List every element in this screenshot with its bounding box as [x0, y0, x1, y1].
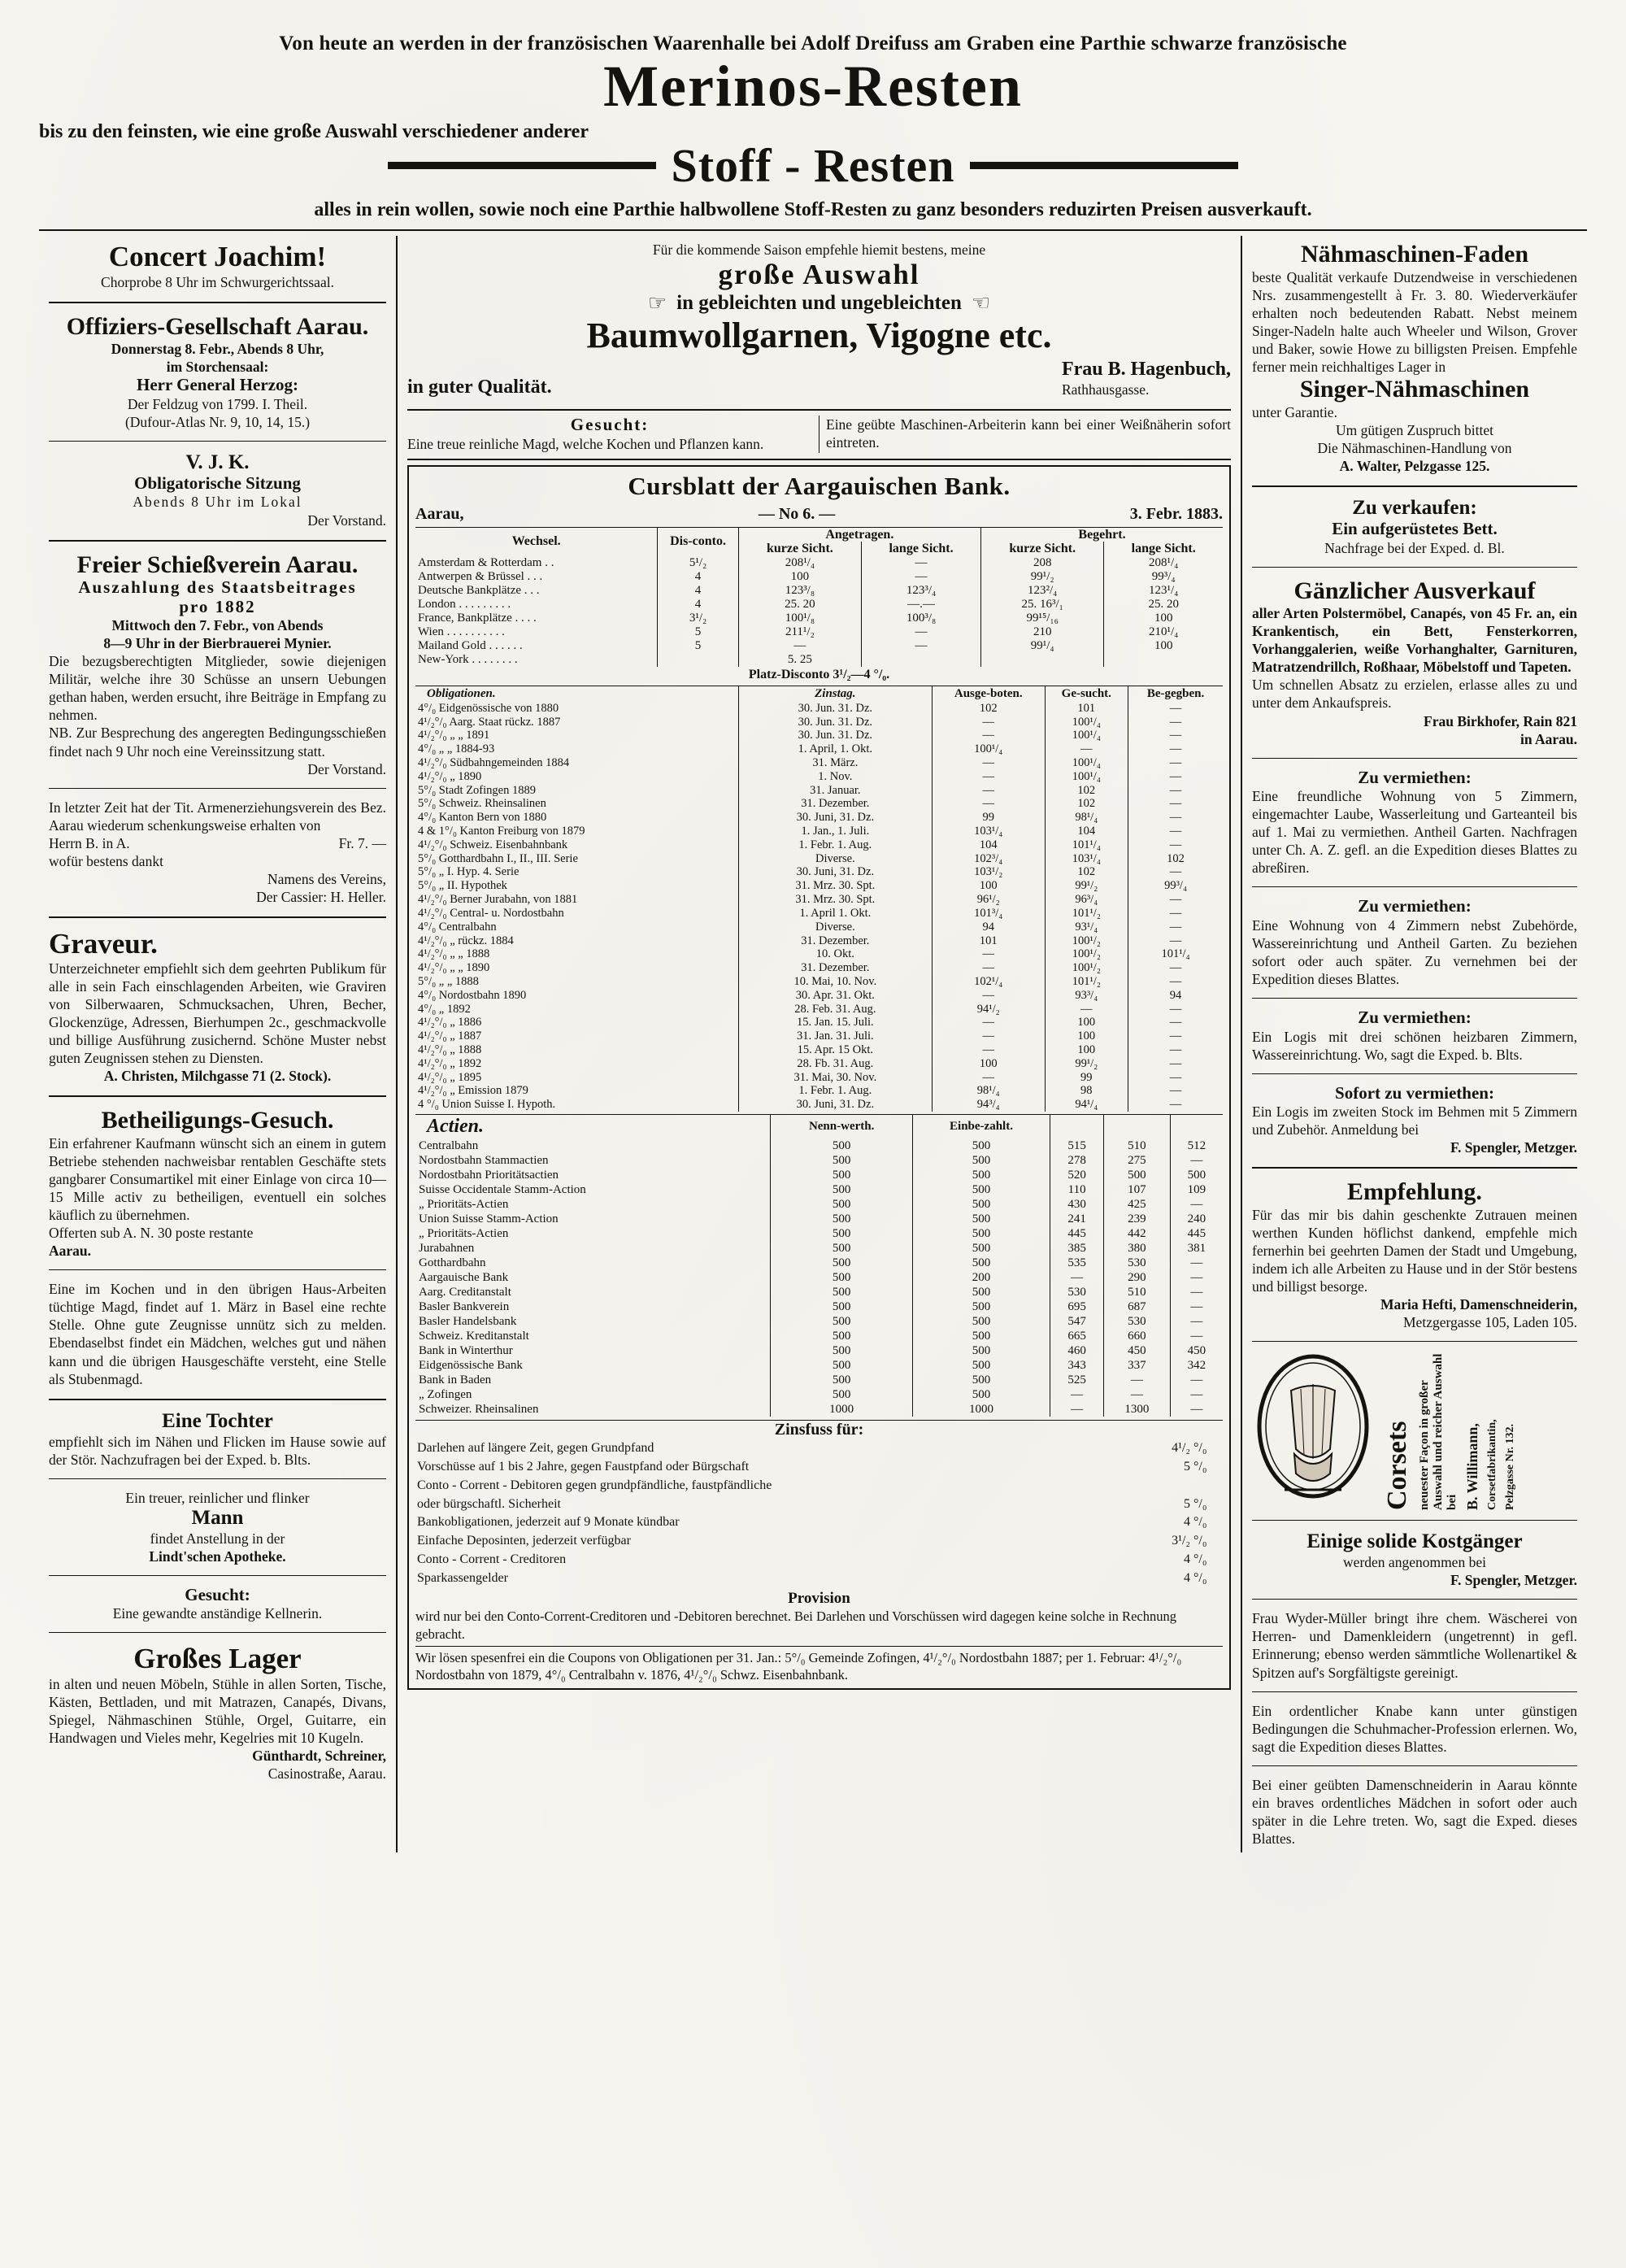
- table-row: 4°/₀ „ „ 1884-93 1. April, 1. Okt. 100¹/₄ — —: [415, 742, 1223, 756]
- ad-vjk: [49, 446, 386, 534]
- corset-label-desc: neuester Façon in großer Auswahl und reicher Auswahl bei: [1418, 1353, 1459, 1511]
- disconto-col-head: Dis-conto.: [658, 527, 738, 556]
- ad-armenverein: [49, 794, 386, 911]
- cursblatt-title: Cursblatt der Aargauischen Bank.: [628, 471, 1011, 500]
- column-right: [1242, 236, 1587, 1852]
- empfehlung-body: Für das mir bis dahin geschenkte Zutrauen meinen werthen Kunden höflichst dankend, empfehle mich fernerhin bei geehrten Damen der Stadt und Umgebung, indem ich alle Arbeiten zu Hause und in der Stör bestens und billigst besorge.: [1252, 1206, 1577, 1295]
- obligationen-head: Obligationen.: [427, 686, 496, 700]
- vermiethen2-body: Eine Wohnung von 4 Zimmern nebst Zubehörde, Wassereinrichtung und Antheil Garten. Zu beziehen sofort oder auch später. Zu vernehmen bei der Expedition dieses Blattes.: [1252, 916, 1577, 988]
- masthead-line1: Von heute an werden in der französischen Waarenhalle bei Adolf Dreifuss am Graben eine Parthie schwarze französische: [279, 33, 1347, 54]
- schiessverein-title: Freier Schießverein Aarau.: [76, 551, 359, 578]
- table-row: Basler Handelsbank 500 500 547 530 —: [415, 1314, 1223, 1329]
- table-row: 4°/₀ Kanton Bern von 1880 30. Juni, 31. Dz. 99 98¹/₄ —: [415, 811, 1223, 825]
- empfehlung-signature2: Metzgergasse 105, Laden 105.: [1403, 1314, 1577, 1331]
- table-row: Wien . . . . . . . . . . 5 211¹/₂ — 210 210¹/₄: [415, 625, 1223, 639]
- column-left: [39, 236, 398, 1852]
- table-row: Schweizer. Rheinsalinen 1000 1000 — 1300 —: [415, 1402, 1223, 1417]
- ad-gesucht-pair: [407, 416, 1231, 453]
- table-row: 4¹/₂°/₀ Central- u. Nordostbahn 1. April 1. Okt. 101³/₄ 101¹/₂ —: [415, 907, 1223, 921]
- kostgaenger-signature: F. Spengler, Metzger.: [1450, 1572, 1577, 1589]
- table-row: Deutsche Bankplätze . . . 4 123³/₈ 123³/₄ 123²/₄ 123¹/₄: [415, 584, 1223, 598]
- table-row: 4¹/₂°/₀ „ Emission 1879 1. Febr. 1. Aug. 98¹/₄ 98 —: [415, 1084, 1223, 1098]
- knabe-body: Ein ordentlicher Knabe kann unter günstigen Bedingungen die Schuhmacher-Profession erlernen. Wo, sagt die Expedition dieses Blattes.: [1252, 1702, 1577, 1755]
- table-row: Vorschüsse auf 1 bis 2 Jahre, gegen Faustpfand oder Bürgschaft 5 °/₀: [417, 1459, 1207, 1474]
- lager-signature2: Casinostraße, Aarau.: [267, 1765, 386, 1782]
- lager-body: in alten und neuen Möbeln, Stühle in allen Sorten, Tische, Kästen, Bettladen, und mit Matrazen, Canapés, Divans, Spiegel, Nähmaschinen Stühle, Orgel, Guitarre, ein Handwagen und Vieles mehr, Kegelries mit 10 Kugeln.: [49, 1675, 386, 1746]
- ad-kostgaenger: [1252, 1526, 1577, 1594]
- table-row: Darlehen auf längere Zeit, gegen Grundpfand 4¹/₂ °/₀: [417, 1441, 1207, 1456]
- cursblatt-number: — No 6. —: [758, 504, 836, 523]
- zinsfuss-title: Zinsfuss für:: [774, 1421, 864, 1439]
- ad-magd-stelle: [49, 1275, 386, 1392]
- concert-title: Concert Joachim!: [108, 241, 327, 273]
- verkaufen-title: Zu verkaufen:: [1352, 497, 1477, 520]
- table-row: Aarg. Creditanstalt 500 500 530 510 —: [415, 1285, 1223, 1299]
- sofort-body: Ein Logis im zweiten Stock im Behmen mit 5 Zimmern und Zubehör. Anmeldung bei: [1252, 1104, 1577, 1138]
- table-row: Conto - Corrent - Debitoren gegen grundpfändliche, faustpfändliche: [417, 1478, 772, 1492]
- baumwoll-line1: Für die kommende Saison empfehle hiemit bestens, meine: [652, 242, 986, 259]
- damenschneiderin-body: Bei einer geübten Damenschneiderin in Aarau könnte ein braves ordentliches Mädchen in sofort oder auch später in die Lehre treten. Wo, sagt die Exped. dieses Blattes.: [1252, 1776, 1577, 1847]
- pointing-hand-icon-left: ☞: [647, 290, 667, 315]
- nennwerth-head: Nenn-werth.: [771, 1115, 912, 1139]
- ausverkauf-signature2: in Aarau.: [1519, 730, 1577, 747]
- table-row: Bankobligationen, jederzeit auf 9 Monate kündbar 4 °/₀: [417, 1515, 1207, 1530]
- armen-body: In letzter Zeit hat der Tit. Armenerziehungsverein des Bez. Aarau wiederum schenkungsweise erhalten von: [49, 799, 386, 834]
- table-row: Sparkassengelder 4 °/₀: [417, 1570, 1207, 1585]
- table-row: 5°/₀ „ „ 1888 10. Mai, 10. Nov. 102¹/₄ 101¹/₂ —: [415, 975, 1223, 989]
- ad-maschinenarbeiterin: [820, 416, 1231, 453]
- ausverkauf-title: Gänzlicher Ausverkauf: [1293, 577, 1536, 604]
- vermiethen1-title: Zu vermiethen:: [1358, 767, 1472, 787]
- gesucht-head: Ge-sucht.: [1045, 686, 1128, 702]
- ausverkauf-note: Um schnellen Absatz zu erzielen, erlasse alles zu und unter dem Ankaufspreis.: [1252, 677, 1577, 712]
- angetragen-kurze-head: kurze Sicht.: [738, 542, 861, 556]
- armen-amount: Fr. 7. —: [338, 834, 386, 851]
- schiessverein-body: Die bezugsberechtigten Mitglieder, sowie diejenigen Militär, welche ihre 30 Schüsse an unsern Uebungen gethan haben, werden ersucht, ihre Beiträge in Empfang zu nehmen.: [49, 653, 386, 724]
- armen-namens: Namens des Vereins,: [267, 870, 386, 887]
- gegeben-head: Be-gegben.: [1128, 686, 1223, 702]
- armen-donor: Herrn B. in A.: [49, 834, 130, 851]
- table-row: Centralbahn 500 500 515 510 512: [415, 1138, 1223, 1153]
- table-row: „ Prioritäts-Actien 500 500 445 442 445: [415, 1226, 1223, 1241]
- stoff-resten-title: Stoff - Resten: [671, 139, 955, 193]
- table-row: Aargauische Bank 500 200 — 290 —: [415, 1270, 1223, 1285]
- table-row: 4¹/₂°/₀ „ 1890 1. Nov. — 100¹/₄ —: [415, 770, 1223, 784]
- singer-title: Singer-Nähmaschinen: [1299, 376, 1530, 403]
- cursblatt-date: 3. Febr. 1883.: [1129, 504, 1223, 523]
- table-row: Eidgenössische Bank 500 500 343 337 342: [415, 1358, 1223, 1373]
- schiessverein-date: Mittwoch den 7. Febr., von Abends: [111, 617, 324, 634]
- lager-signature1: Günthardt, Schreiner,: [252, 1747, 386, 1764]
- platz-disconto: Platz-Disconto 3¹/₂—4 °/₀.: [748, 667, 890, 681]
- waescherei-body: Frau Wyder-Müller bringt ihre chem. Wäscherei von Herren- und Damenkleidern (ungetrennt) in gefl. Erinnerung; ebenso werden sämmtliche Wollenartikel & Spitzen auf's Sorgfältigste gereinigt.: [1252, 1610, 1577, 1681]
- baumwoll-address: Rathhausgasse.: [1061, 381, 1150, 398]
- vjk-time: Abends 8 Uhr im Lokal: [133, 494, 302, 511]
- vermiethen1-body: Eine freundliche Wohnung von 5 Zimmern, eingemachter Laube, Wasserleitung und Garteanteil bis auf 1. Mai zu vermiethen. Antheil Garten. Nachfragen unter Ch. A. Z. gefl. an die Expedition dieses Blattes zu abreßiren.: [1252, 788, 1577, 877]
- schiessverein-sub1: Auszahlung des Staatsbeitrages: [78, 577, 357, 598]
- ad-offiziers-gesellschaft: [49, 308, 386, 436]
- angetragen-col-head: Angetragen.: [738, 527, 980, 542]
- ad-knabe-lehre: [1252, 1697, 1577, 1761]
- ad-damenschneiderin: [1252, 1771, 1577, 1852]
- table-row: 5°/₀ „ II. Hypothek 31. Mrz. 30. Spt. 100 99¹/₂ 99³/₄: [415, 879, 1223, 893]
- ad-empfehlung: [1252, 1173, 1577, 1336]
- table-row: 4¹/₂°/₀ Aarg. Staat rückz. 1887 30. Jun. 31. Dz. — 100¹/₄ —: [415, 716, 1223, 729]
- begehrt-col-head: Begehrt.: [981, 527, 1224, 542]
- begehrt-kurze-head: kurze Sicht.: [981, 542, 1104, 556]
- table-row: 4¹/₂°/₀ Schweiz. Eisenbahnbank 1. Febr. 1. Aug. 104 101¹/₄ —: [415, 838, 1223, 852]
- table-row: 4°/₀ Centralbahn Diverse. 94 93¹/₄ —: [415, 921, 1223, 934]
- vjk-signature: Der Vorstand.: [307, 511, 386, 529]
- ad-naehmaschinen-faden: [1252, 236, 1577, 480]
- angetragen-lange-head: lange Sicht.: [862, 542, 981, 556]
- ad-mann-anstellung: [49, 1484, 386, 1570]
- ad-sofort-vermiethen: [1252, 1079, 1577, 1162]
- tochter-title: Eine Tochter: [162, 1409, 273, 1432]
- mann-title: Mann: [191, 1506, 244, 1529]
- table-row: Jurabahnen 500 500 385 380 381: [415, 1241, 1223, 1256]
- column-center: [398, 236, 1242, 1852]
- table-row: 4 & 1°/₀ Kanton Freiburg von 1879 1. Jan., 1. Juli. 103¹/₄ 104 —: [415, 825, 1223, 838]
- mann-line1: Ein treuer, reinlicher und flinker: [125, 1489, 310, 1506]
- table-row: 4¹/₂°/₀ „ 1895 31. Mai, 30. Nov. — 99 —: [415, 1071, 1223, 1085]
- graveur-signature: A. Christen, Milchgasse 71 (2. Stock).: [103, 1068, 332, 1085]
- corset-illustration: [1252, 1352, 1374, 1510]
- rule-left: [388, 162, 656, 169]
- table-row: New-York . . . . . . . . 5. 25: [415, 653, 1223, 667]
- ad-betheiligungs-gesuch: [49, 1102, 386, 1265]
- table-row: Amsterdam & Rotterdam . . 5¹/₂ 208¹/₄ — 208 208¹/₄: [415, 556, 1223, 570]
- kostgaenger-line2: werden angenommen bei: [1343, 1554, 1486, 1571]
- offiziers-line2: im Storchensaal:: [166, 359, 269, 376]
- table-row: Mailand Gold . . . . . . 5 — — 99¹/₄ 100: [415, 639, 1223, 653]
- corset-label-main: Corsets: [1382, 1421, 1412, 1511]
- empfehlung-title: Empfehlung.: [1347, 1178, 1482, 1206]
- table-row: 4¹/₂°/₀ „ „ 1888 10. Okt. — 100¹/₂ 101¹/₄: [415, 947, 1223, 961]
- naehmaschinen-body: beste Qualität verkaufe Dutzendweise in verschiedenen Nrs. zusammengestellt à Fr. 3. 80. Wiederverkäufer erhalten noch bedeutenden Rabatt. Nebst meinem Singer-Nadeln halte auch Wheeler und Wilson, Grover und Baker, sowie Howe zu billigsten Preisen. Empfehle ferner mein reichhaltiges Lager in: [1252, 269, 1577, 376]
- wechsel-col-head: Wechsel.: [511, 534, 561, 549]
- vermiethen2-title: Zu vermiethen:: [1358, 896, 1472, 916]
- concert-text: Chorprobe 8 Uhr im Schwurgerichtssaal.: [101, 273, 334, 290]
- corset-label-name: B. Willimann,: [1464, 1423, 1480, 1511]
- vermiethen3-title: Zu vermiethen:: [1358, 1008, 1472, 1028]
- table-row: Gotthardbahn 500 500 535 530 —: [415, 1256, 1223, 1270]
- table-row: 4¹/₂°/₀ „ „ 1891 30. Jun. 31. Dz. — 100¹/₄ —: [415, 729, 1223, 742]
- gesucht-title: Gesucht:: [570, 414, 650, 434]
- verkaufen-item: Ein aufgerüstetes Bett.: [1332, 519, 1498, 539]
- schiessverein-sub2: pro 1882: [179, 596, 256, 616]
- table-row: 5°/₀ Schweiz. Rheinsalinen 31. Dezember. — 102 —: [415, 797, 1223, 811]
- betheiligung-offers: Offerten sub A. N. 30 poste restante: [49, 1225, 254, 1242]
- singer-line3: Die Nähmaschinen-Handlung von: [1317, 440, 1512, 456]
- lager-title: Großes Lager: [133, 1643, 302, 1675]
- table-row: Suisse Occidentale Stamm-Action 500 500 110 107 109: [415, 1182, 1223, 1197]
- kostgaenger-title: Einige solide Kostgänger: [1306, 1530, 1523, 1553]
- table-row: 4¹/₂°/₀ „ 1892 28. Fb. 31. Aug. 100 99¹/₂ —: [415, 1057, 1223, 1071]
- table-row: Nordostbahn Stammactien 500 500 278 275 —: [415, 1153, 1223, 1168]
- ad-concert-joachim: [49, 236, 386, 295]
- ad-gaenzlicher-ausverkauf: [1252, 572, 1577, 753]
- ad-zu-verkaufen: [1252, 492, 1577, 562]
- table-row: 4°/₀ Nordostbahn 1890 30. Apr. 31. Okt. — 93³/₄ 94: [415, 989, 1223, 1003]
- ausverkauf-signature1: Frau Birkhofer, Rain 821: [1424, 712, 1577, 729]
- ad-corsets: [1252, 1347, 1577, 1515]
- masthead-divider: [39, 229, 1587, 231]
- table-row: 4¹/₂°/₀ Südbahngemeinden 1884 31. März. — 100¹/₄ —: [415, 756, 1223, 770]
- table-row: 4 °/₀ Union Suisse I. Hypoth. 30. Juni, 31. Dz. 94³/₄ 94¹/₄ —: [415, 1098, 1223, 1112]
- ad-tochter: [49, 1405, 386, 1474]
- ad-waescherei: [1252, 1604, 1577, 1686]
- vermiethen3-body: Ein Logis mit drei schönen heizbaren Zimmern, Wassereinrichtung. Wo, sagt die Exped. b. Blts.: [1252, 1028, 1577, 1063]
- baumwoll-quality: in guter Qualität.: [407, 376, 552, 398]
- mann-line2: findet Anstellung in der: [150, 1530, 285, 1547]
- baumwoll-grosse-auswahl: große Auswahl: [718, 259, 920, 291]
- armen-thanks: wofür bestens dankt: [49, 852, 163, 869]
- corset-label-address: Pelzgasse Nr. 132.: [1504, 1424, 1516, 1511]
- begehrt-lange-head: lange Sicht.: [1104, 542, 1223, 556]
- schiessverein-nb: NB. Zur Besprechung des angeregten Bedingungsschießen findet nach 9 Uhr noch eine Vereinssitzung statt.: [49, 725, 386, 760]
- provision-title: Provision: [788, 1590, 850, 1608]
- table-row: 4¹/₂°/₀ Berner Jurabahn, von 1881 31. Mrz. 30. Spt. 96¹/₂ 96³/₄ —: [415, 893, 1223, 907]
- table-row: 4°/₀ „ 1892 28. Feb. 31. Aug. 94¹/₂ — —: [415, 1003, 1223, 1016]
- actien-head: Actien.: [427, 1116, 484, 1138]
- table-row: 5°/₀ Gotthardbahn I., II., III. Serie Diverse. 102³/₄ 103¹/₄ 102: [415, 852, 1223, 866]
- table-row: oder bürgschaftl. Sicherheit 5 °/₀: [417, 1496, 1207, 1511]
- gesucht-body: Eine treue reinliche Magd, welche Kochen und Pflanzen kann.: [407, 435, 764, 452]
- table-row: 4¹/₂°/₀ „ „ 1890 31. Dezember. — 100¹/₂ —: [415, 961, 1223, 975]
- naehmaschinen-title: Nähmaschinen-Faden: [1300, 241, 1529, 268]
- ausgeboten-head: Ausge-boten.: [933, 686, 1046, 702]
- table-row: Conto - Corrent - Creditoren 4 °/₀: [417, 1552, 1207, 1566]
- provision-body: wird nur bei den Conto-Corrent-Creditoren und -Debitoren berechnet. Bei Darlehen und Vorschüssen wird dagegen keine solche in Rechnung gebracht.: [415, 1608, 1176, 1642]
- masthead-headline: Merinos-Resten: [603, 54, 1023, 119]
- table-row: Bank in Winterthur 500 500 460 450 450: [415, 1343, 1223, 1358]
- offiziers-line1: Donnerstag 8. Febr., Abends 8 Uhr,: [111, 341, 324, 358]
- coupon-body: Wir lösen spesenfrei ein die Coupons von Obligationen per 31. Jan.: 5°/₀ Gemeinde Zofingen, 4¹/₂°/₀ Nordostbahn 1887; per 1. Februar: 4¹/₂°/₀ Nordostbahn von 1879, 4°/₀ Centralbahn v. 1876, 4¹/₂°/₀ Schwz. Eisenbahnbank.: [415, 1649, 1182, 1682]
- masthead-line2: bis zu den feinsten, wie eine große Auswahl verschiedener anderer: [39, 121, 589, 143]
- table-row: 5°/₀ „ I. Hyp. 4. Serie 30. Juni, 31. Dz. 103¹/₂ 102 —: [415, 865, 1223, 879]
- schiessverein-signature: Der Vorstand.: [307, 760, 386, 777]
- column-layout: [39, 236, 1587, 1852]
- offiziers-atlas: (Dufour-Atlas Nr. 9, 10, 14, 15.): [124, 413, 311, 430]
- vjk-title: V. J. K.: [185, 451, 250, 473]
- wechsel-table: [415, 527, 1223, 667]
- ad-magd-gesucht: [407, 416, 820, 453]
- table-row: „ Zofingen 500 500 — — —: [415, 1387, 1223, 1402]
- schiessverein-place: 8—9 Uhr in der Bierbrauerei Mynier.: [103, 635, 332, 652]
- table-row: London . . . . . . . . . 4 25. 20 —.— 25. 16³/₁ 25. 20: [415, 598, 1223, 612]
- mann-line3: Lindt'schen Apotheke.: [149, 1548, 286, 1565]
- offiziers-title: Offiziers-Gesellschaft Aarau.: [66, 312, 369, 340]
- table-row: 4¹/₂°/₀ „ 1887 31. Jan. 31. Juli. — 100 —: [415, 1030, 1223, 1043]
- armen-cassier: Der Cassier: H. Heller.: [256, 888, 386, 905]
- cursblatt-place: Aarau,: [415, 504, 464, 523]
- zinsfuss-table: [415, 1439, 1223, 1587]
- ad-vermiethen-2: [1252, 892, 1577, 993]
- table-row: Einfache Deposinten, jederzeit verfügbar 3¹/₂ °/₀: [417, 1534, 1207, 1548]
- ad-grosses-lager: [49, 1638, 386, 1787]
- cursblatt-box: [407, 465, 1231, 1690]
- kellnerin-body: Eine gewandte anständige Kellnerin.: [112, 1605, 323, 1622]
- table-row: 5°/₀ Stadt Zofingen 1889 31. Januar. — 102 —: [415, 784, 1223, 798]
- empfehlung-signature1: Maria Hefti, Damenschneiderin,: [1380, 1296, 1577, 1313]
- offiziers-speaker: Herr General Herzog:: [136, 375, 299, 395]
- baumwoll-seller: Frau B. Hagenbuch,: [1061, 358, 1231, 380]
- singer-line4: A. Walter, Pelzgasse 125.: [1339, 458, 1490, 475]
- maschinenarbeiterin-body: Eine geübte Maschinen-Arbeiterin kann bei einer Weißnäherin sofort eintreten.: [826, 416, 1231, 451]
- betheiligung-body: Ein erfahrener Kaufmann wünscht sich an einem in gutem Betriebe stehenden nachweisbar rentablen Geschäfte stets gangbarer Consumartikel mit einer Einlage von circa 10—15 Mille activ zu betheiligen, eventuell ein solches käuflich zu übernehmen.: [49, 1135, 386, 1224]
- sofort-title: Sofort zu vermiethen:: [1335, 1082, 1494, 1103]
- table-row: 4¹/₂°/₀ „ 1888 15. Apr. 15 Okt. — 100 —: [415, 1043, 1223, 1057]
- betheiligung-city: Aarau.: [49, 1243, 92, 1260]
- singer-garantie: unter Garantie.: [1252, 403, 1337, 420]
- ad-schiessverein: [49, 546, 386, 783]
- table-row: Union Suisse Stamm-Action 500 500 241 239 240: [415, 1212, 1223, 1226]
- betheiligung-title: Betheiligungs-Gesuch.: [101, 1107, 334, 1134]
- masthead: [39, 33, 1587, 221]
- verkaufen-contact: Nachfrage bei der Exped. d. Bl.: [1324, 539, 1505, 556]
- magd-body: Eine im Kochen und in den übrigen Haus-Arbeiten tüchtige Magd, findet auf 1. März in Basel eine rechte Stelle. Ohne gute Zeugnisse unnütz sich zu melden. Ebendaselbst findet ein Mädchen, welches gut und nähen kann und die übrigen Hausgeschäfte versteht, eine Stelle als Stubenmagd.: [49, 1281, 386, 1387]
- table-row: 4¹/₂°/₀ „ 1886 15. Jan. 15. Juli. — 100 —: [415, 1016, 1223, 1030]
- baumwoll-product-title: Baumwollgarnen, Vigogne etc.: [586, 315, 1052, 355]
- ausverkauf-body: aller Arten Polstermöbel, Canapés, von 45 Fr. an, ein Krankentisch, ein Bett, Fensterkorren, Vorhanggalerien, weiße Vorhanghalter, Garnituren, Matratzendrillch, Roßhaar, Möbelstoff und Tapeten.: [1252, 605, 1577, 676]
- sofort-signature: F. Spengler, Metzger.: [1450, 1139, 1577, 1156]
- actien-table: [415, 1114, 1223, 1417]
- tochter-body: empfiehlt sich im Nähen und Flicken im Hause sowie auf der Stör. Nachzufragen bei der Exped. b. Blts.: [49, 1433, 386, 1468]
- table-row: Antwerpen & Brüssel . . . 4 100 — 99¹/₂ 99³/₄: [415, 570, 1223, 584]
- table-row: France, Bankplätze . . . . 3¹/₂ 100¹/₈ 100³/₈ 99¹⁵/₁₆ 100: [415, 612, 1223, 625]
- masthead-line3: alles in rein wollen, sowie noch eine Parthie halbwollene Stoff-Resten zu ganz besonders reduzirten Preisen ausverkauft.: [314, 199, 1312, 221]
- ad-graveur: [49, 923, 386, 1090]
- ad-baumwollgarne: [407, 236, 1231, 403]
- ad-vermiethen-3: [1252, 1003, 1577, 1069]
- rule-right: [970, 162, 1238, 169]
- obligationen-table: [415, 686, 1223, 1112]
- zinstag-head: Zinstag.: [738, 686, 932, 702]
- table-row: Nordostbahn Prioritätsactien 500 500 520 500 500: [415, 1168, 1223, 1182]
- table-row: 4°/₀ Eidgenössische von 1880 30. Jun. 31. Dz. 102 101 —: [415, 702, 1223, 716]
- einbezahlt-head: Einbe-zahlt.: [912, 1115, 1050, 1139]
- vjk-subtitle: Obligatorische Sitzung: [134, 472, 301, 493]
- table-row: Bank in Baden 500 500 525 — —: [415, 1373, 1223, 1387]
- baumwoll-line3: in gebleichten und ungebleichten: [676, 291, 962, 314]
- stoff-resten-banner: [39, 138, 1587, 193]
- offiziers-topic: Der Feldzug von 1799. I. Theil.: [127, 395, 308, 412]
- ad-vermiethen-1: [1252, 764, 1577, 882]
- table-row: Schweiz. Kreditanstalt 500 500 665 660 —: [415, 1329, 1223, 1343]
- table-row: Basler Bankverein 500 500 695 687 —: [415, 1299, 1223, 1314]
- table-row: „ Prioritäts-Actien 500 500 430 425 —: [415, 1197, 1223, 1212]
- corset-label-profession: Corsetfabrikantin,: [1486, 1419, 1498, 1511]
- graveur-title: Graveur.: [49, 927, 158, 960]
- singer-line2: Um gütigen Zuspruch bittet: [1336, 421, 1493, 438]
- corset-icon: [1252, 1352, 1374, 1510]
- table-row: 4¹/₂°/₀ „ rückz. 1884 31. Dezember. 101 100¹/₂ —: [415, 934, 1223, 948]
- graveur-body: Unterzeichneter empfiehlt sich dem geehrten Publikum für alle in sein Fach einschlagenden Arbeiten, wie Graviren von Silberwaaren, Schmucksachen, Uhren, Becher, Glockenzüge, Adressen, Bierhumpen 2c., geschmackvolle und billige Ausführung zusichernd. Schöne Muster nebst guten Zeugnissen stehen zu Diensten.: [49, 960, 386, 1067]
- pointing-hand-icon-right: ☜: [971, 290, 991, 315]
- kellnerin-title: Gesucht:: [185, 1584, 250, 1604]
- ad-kellnerin-gesucht: [49, 1581, 386, 1628]
